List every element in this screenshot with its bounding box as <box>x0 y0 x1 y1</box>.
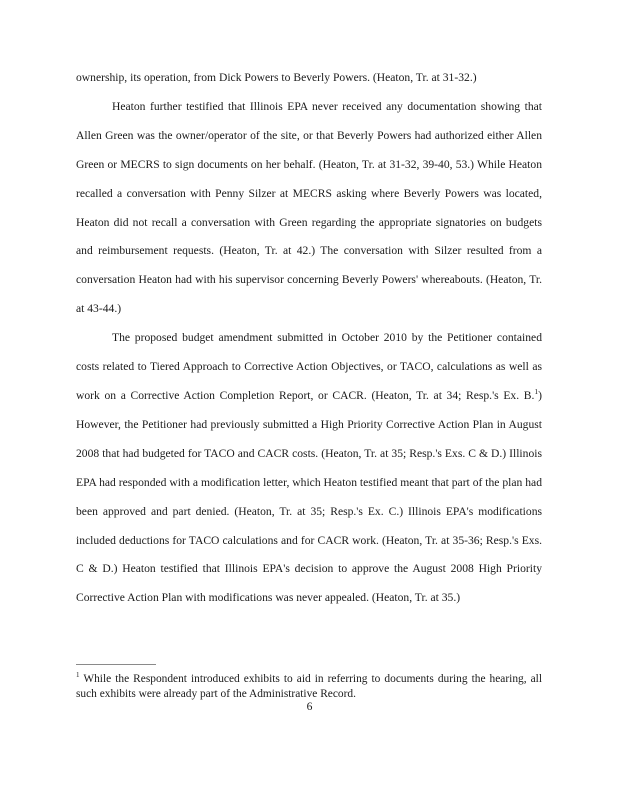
footnote-text: While the Respondent introduced exhibits to aid in referring to documents during the hearing, all such exhibits were already part of the Administrative Record. <box>76 673 542 700</box>
footnote <box>76 672 542 702</box>
page-number: 6 <box>306 700 313 713</box>
paragraph-continuation: ownership, its operation, from Dick Powers to Beverly Powers. (Heaton, Tr. at 31-32.) <box>76 71 477 84</box>
footnote-separator <box>76 664 156 665</box>
footnote-reference: 1 <box>534 387 539 397</box>
paragraph-text-before-footnote: The proposed budget amendment submitted in October 2010 by the Petitioner contained costs related to Tiered Approach to Corrective Action Objectives, or TACO, calculations as well as work on a Corrective Action Completion Report, or CACR. (Heaton, Tr. at 34; Resp.'s Ex. B. <box>76 331 542 402</box>
paragraph-budget-amendment <box>76 324 542 613</box>
body-text <box>76 64 542 613</box>
paragraph-text-after-footnote: ) However, the Petitioner had previously submitted a High Priority Corrective Action Plan in August 2008 that had budgeted for TACO and CACR costs. (Heaton, Tr. at 35; Resp.'s Exs. C & D.) Illinois EPA had responded with a modification letter, which Heaton testified meant that part of the plan had been approved and part denied. (Heaton, Tr. at 35; Resp.'s Ex. C.) Illinois EPA's modifications included deductions for TACO calculations and for CACR work. (Heaton, Tr. at 35-36; Resp.'s Exs. C & D.) Heaton testified that Illinois EPA's decision to approve the August 2008 High Priority Corrective Action Plan with modifications was never appealed. (Heaton, Tr. at 35.) <box>76 388 542 605</box>
paragraph-heaton-testimony: Heaton further testified that Illinois EPA never received any documentation showing that Allen Green was the owner/operator of the site, or that Beverly Powers had authorized either Allen Green or MECRS to sign documents on her behalf. (Heaton, Tr. at 31-32, 39-40, 53.) While Heaton recalled a conversation with Penny Silzer at MECRS asking where Beverly Powers was located, Heaton did not recall a conversation with Green regarding the appropriate signatories on budgets and reimbursement requests. (Heaton, Tr. at 42.) The conversation with Silzer resulted from a conversation Heaton had with his supervisor concerning Beverly Powers' whereabouts. (Heaton, Tr. at 43-44.) <box>76 99 542 316</box>
footnote-marker: 1 <box>76 671 80 680</box>
